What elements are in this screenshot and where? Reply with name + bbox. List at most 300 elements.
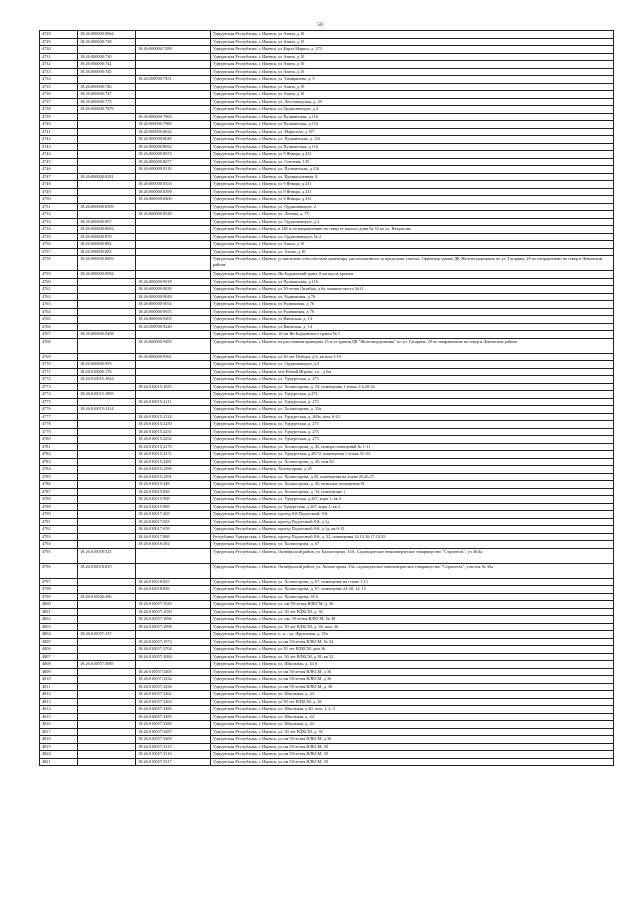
address-cell: Удмуртская Республика, г. Ижевск, ул Пушкинская, д 116 [211,143,614,151]
land-cadastral-number-cell [78,466,136,474]
row-number-cell: 4741 [40,128,78,136]
row-number-cell: 4799 [40,593,78,601]
table-row [40,113,614,121]
table-row [40,638,614,646]
address-cell: Удмуртская Республика, г. Ижевск, ул. Пушкинская, д 116 [211,166,614,174]
row-number-cell: 4800 [40,601,78,609]
building-cadastral-number-cell [136,38,211,46]
building-cadastral-number-cell: 18:26:000000:7963 [136,113,211,121]
row-number-cell: 4778 [40,421,78,429]
row-number-cell: 4736 [40,91,78,99]
address-cell: Удмуртская Республика, г. Ижевск, ул им 50-летия ВЛКСМ, д. 36 [211,683,614,691]
land-cadastral-number-cell [78,443,136,451]
land-cadastral-number-cell [78,511,136,519]
address-cell: Удмуртская Республика, г. Ижевск, ул. Школьная, д. 44 [211,713,614,721]
building-cadastral-number-cell: 18:26:000000:7288 [136,46,211,54]
land-cadastral-number-cell [78,338,136,353]
table-row [40,353,614,361]
table-row [40,481,614,489]
table-row [40,713,614,721]
row-number-cell: 4803 [40,623,78,631]
table-row [40,338,614,353]
land-cadastral-number-cell [78,728,136,736]
table-row [40,623,614,631]
address-cell: Удмуртская Республика, г. Ижевск, ул Ижевская, д. 14 [211,316,614,324]
land-cadastral-number-cell: 18:26:000000:9964 [78,31,136,39]
address-cell: Удмуртская Республика, г. Ижевск, Октябрьский район, ул. Холмогорова, 33а, садоводческое некоммерческое товарищество "Строитель", участок № 36а [211,563,614,578]
row-number-cell: 4773 [40,383,78,391]
address-cell: Удмуртская Республика, г. Ижевск, ул. Марксина, д 197 [211,128,614,136]
address-cell: Удмуртская Республика, г. Ижевск, ул. Удмуртская, д. 273 [211,421,614,429]
land-cadastral-number-cell [78,413,136,421]
land-cadastral-number-cell: 18:26:000000:728 [78,38,136,46]
land-cadastral-number-cell [78,76,136,84]
address-cell: Удмуртская Республика, г. Ижевск, ул Орджоникидзе, д 2 [211,106,614,114]
land-cadastral-number-cell: 18:26:000000:867 [78,218,136,226]
building-cadastral-number-cell: 18:26:000000:8399 [136,188,211,196]
table-row [40,526,614,534]
row-number-cell: 4737 [40,98,78,106]
building-cadastral-number-cell [136,233,211,241]
land-cadastral-number-cell [78,751,136,759]
table-row [40,406,614,414]
land-cadastral-number-cell: 18:26:000000:8893 [78,256,136,271]
address-cell: Удмуртская Республика, г. Ижевск, ул. Холмогорова, д 45, помещения на этаже 25,26,27 [211,473,614,481]
row-number-cell: 4774 [40,391,78,399]
address-cell: Удмуртская Республика, г. Ижевск, ул. Холмогорова, 65 б [211,593,614,601]
row-number-cell: 4744 [40,151,78,159]
row-number-cell: 4777 [40,413,78,421]
address-cell: Удмуртская Республика, г. Ижевск, ул 50 лет ВЛКСМ, дом 36 [211,646,614,654]
building-cadastral-number-cell [136,173,211,181]
row-number-cell: 4770 [40,361,78,369]
row-number-cell: 4784 [40,466,78,474]
building-cadastral-number-cell: 18:26:010057:1098 [136,623,211,631]
table-row [40,233,614,241]
table-row [40,578,614,586]
building-cadastral-number-cell: 18:26:010057:3316 [136,751,211,759]
address-cell: Удмуртская Республика, г. Ижевск, ул. Азина, д 10 [211,248,614,256]
table-row [40,616,614,624]
building-cadastral-number-cell: 18:26:000000:8074 [136,151,211,159]
row-number-cell: 4787 [40,488,78,496]
table-row [40,473,614,481]
row-number-cell: 4785 [40,473,78,481]
row-number-cell: 4740 [40,121,78,129]
land-cadastral-number-cell [78,706,136,714]
table-row [40,173,614,181]
building-cadastral-number-cell [136,53,211,61]
building-cadastral-number-cell [136,218,211,226]
address-cell: Удмуртская Республика, г. Ижевск, ул им 50-летия ВЛКСМ, 30 [211,751,614,759]
row-number-cell: 4728 [40,31,78,39]
building-cadastral-number-cell [136,203,211,211]
row-number-cell: 4761 [40,286,78,294]
land-cadastral-number-cell [78,503,136,511]
building-cadastral-number-cell: 18:26:000000:9220 [136,323,211,331]
table-row [40,361,614,369]
table-row [40,301,614,309]
address-cell: Удмуртская Республика, г. Ижевск, ул 9 Января, д 231 [211,188,614,196]
building-cadastral-number-cell: 18:26:010057:3263 [136,698,211,706]
building-cadastral-number-cell: 18:26:010057:3262 [136,691,211,699]
table-row [40,511,614,519]
address-cell: Удмуртская Республика, г. Ижевск, Як-Бодьинский тракт, 8 км вдоль кромки [211,271,614,279]
table-row [40,593,614,601]
land-cadastral-number-cell: 18:26:010057:3085 [78,661,136,669]
land-cadastral-number-cell [78,143,136,151]
address-cell: Удмуртская Республика, г. Ижевск, ул. Холмогорова, д. 33, помещения 1 этажа 1-4,20-32 [211,383,614,391]
table-row [40,451,614,459]
building-cadastral-number-cell: 18:26:000000:9054 [136,301,211,309]
building-cadastral-number-cell: 18:26:010015:1825 [136,383,211,391]
address-cell: Удмуртская Республика, г. Ижевск, в 120 м по направлению на север от жилого дома № 33 по ул. Некрасова [211,226,614,234]
land-cadastral-number-cell: 18:26:000000:9408 [78,331,136,339]
table-row [40,38,614,46]
table-row [40,151,614,159]
land-cadastral-number-cell [78,458,136,466]
table-row [40,271,614,279]
table-row [40,121,614,129]
land-cadastral-number-cell [78,316,136,324]
address-cell: Удмуртская Республика, г. Ижевск, ул. Удмуртская, д 267/2, помещения 1 этажа 31-34 [211,451,614,459]
row-number-cell: 4791 [40,518,78,526]
table-row [40,721,614,729]
land-cadastral-number-cell [78,533,136,541]
address-cell: Удмуртская Республика, г. Ижевск, ул. Удмуртская, д 267, корп 1, кв 4 [211,496,614,504]
address-cell: Удмуртская Республика, г. Ижевск, установлено относительно ориентира, расположенного за пределами участка. Ориентир здание ДК Железнодорожник по ул. Гагарина, 29 по направлению на север в Ленинском районе [211,256,614,271]
land-cadastral-number-cell [78,758,136,766]
land-cadastral-number-cell [78,586,136,594]
table-row [40,421,614,429]
building-cadastral-number-cell: 18:26:010015:2250 [136,421,211,429]
table-row [40,518,614,526]
table-row [40,143,614,151]
land-cadastral-number-cell [78,676,136,684]
table-row [40,308,614,316]
land-cadastral-number-cell: 18:26:000000:775 [78,98,136,106]
building-cadastral-number-cell: 18:26:010015:968 [136,496,211,504]
building-cadastral-number-cell: 18:26:010057:3286 [136,721,211,729]
land-cadastral-number-cell: 18:26:000000:742 [78,61,136,69]
address-cell: Удмуртская Республика, г. Ижевск, ул. Орджоникидзе, д 2 [211,218,614,226]
land-cadastral-number-cell [78,601,136,609]
land-cadastral-number-cell [78,113,136,121]
land-cadastral-number-cell [78,308,136,316]
table-row [40,698,614,706]
table-row [40,316,614,324]
table-row [40,323,614,331]
address-cell: Удмуртская Республика, г. Ижевск, ул им 50-летия ВЛКСМ, д 36 [211,736,614,744]
building-cadastral-number-cell [136,331,211,339]
land-cadastral-number-cell: 18:26:000000:993 [78,361,136,369]
row-number-cell: 4781 [40,443,78,451]
row-number-cell: 4730 [40,46,78,54]
table-row [40,31,614,39]
address-cell: Удмуртская Республика, г. Ижевск, ул Азина, д 10 [211,241,614,249]
address-cell: Удмуртская Республика, г. Ижевск, ул. Холмогорова, д. 33а [211,406,614,414]
row-number-cell: 4802 [40,616,78,624]
land-cadastral-number-cell [78,496,136,504]
address-cell: Удмуртская Республика, г. Ижевск, ул. Тимирязева, д. 5 [211,76,614,84]
row-number-cell: 4734 [40,76,78,84]
building-cadastral-number-cell: 18:26:010015:848 [136,488,211,496]
table-row [40,691,614,699]
row-number-cell: 4790 [40,511,78,519]
table-row [40,128,614,136]
address-cell: Удмуртская Республика, г. Ижевск, ул Родниковая, д 76 [211,301,614,309]
building-cadastral-number-cell: 18:26:000000:8548 [136,211,211,219]
row-number-cell: 4801 [40,608,78,616]
building-cadastral-number-cell [136,61,211,69]
table-row [40,706,614,714]
land-cadastral-number-cell: 18:26:010018:525 [78,548,136,563]
table-row [40,376,614,384]
address-cell: Удмуртская Республика, г. Ижевск, ул. Ленина, д. 75 [211,211,614,219]
row-number-cell: 4779 [40,428,78,436]
address-cell: Удмуртская Республика, г. Ижевск, проезд Подлесный 8-й, д 1д, кв 6-13 [211,526,614,534]
table-row [40,188,614,196]
table-row [40,586,614,594]
land-cadastral-number-cell: 18:26:000000:883 [78,248,136,256]
row-number-cell: 4757 [40,248,78,256]
address-cell: Удмуртская Республика, г. Ижевск, ул. им 50-летия ВЛКСМ, д. 36 [211,601,614,609]
address-cell: Удмуртская Республика, г. Ижевск, Холмогорова, д 45 [211,466,614,474]
row-number-cell: 4775 [40,398,78,406]
land-cadastral-number-cell [78,488,136,496]
address-cell: Удмуртская Республика, г. Ижевск, ул Пушкинская, д 116 [211,121,614,129]
land-cadastral-number-cell: 18:26:000000:870 [78,233,136,241]
table-row [40,668,614,676]
row-number-cell: 4749 [40,188,78,196]
land-cadastral-number-cell [78,181,136,189]
land-cadastral-number-cell [78,541,136,549]
table-row [40,248,614,256]
row-number-cell: 4743 [40,143,78,151]
building-cadastral-number-cell: 18:26:010015:2124 [136,413,211,421]
table-row [40,383,614,391]
address-cell: Удмуртская Республика, г. Ижевск, м-н Новый Игрыш, ул, , д 6м [211,368,614,376]
row-number-cell: 4782 [40,451,78,459]
table-row [40,226,614,234]
table-row [40,436,614,444]
table-row [40,91,614,99]
land-cadastral-number-cell [78,188,136,196]
address-cell: Удмуртская Республика, г. Ижевск, ул Пушкинская, д 116 [211,278,614,286]
land-cadastral-number-cell [78,301,136,309]
address-cell: Удмуртская Республика, г. Ижевск, ул 9 Января, д 231 [211,196,614,204]
address-cell: Удмуртская Республика, г. Ижевск, проезд 8-й Подлесный, 9-й [211,511,614,519]
row-number-cell: 4793 [40,533,78,541]
address-cell: Удмуртская Республика, г. Ижевск, ул. Холмогорова, д. 45, пом 82 [211,458,614,466]
building-cadastral-number-cell: 18:26:010015:2270 [136,443,211,451]
table-row [40,98,614,106]
row-number-cell: 4748 [40,181,78,189]
row-number-cell: 4814 [40,706,78,714]
building-cadastral-number-cell: 18:26:010057:3285 [136,713,211,721]
building-cadastral-number-cell [136,376,211,384]
building-cadastral-number-cell [136,631,211,639]
land-cadastral-number-cell [78,353,136,361]
building-cadastral-number-cell [136,361,211,369]
building-cadastral-number-cell [136,548,211,563]
row-number-cell: 4789 [40,503,78,511]
row-number-cell: 4788 [40,496,78,504]
row-number-cell: 4805 [40,638,78,646]
building-cadastral-number-cell: 18:26:010057:3287 [136,728,211,736]
building-cadastral-number-cell: 18:26:010057:3284 [136,706,211,714]
table-row [40,661,614,669]
table-row [40,631,614,639]
row-number-cell: 4739 [40,113,78,121]
row-number-cell: 4733 [40,68,78,76]
row-number-cell: 4815 [40,713,78,721]
address-cell: Удмуртская Республика, г. Ижевск, ул Карла Маркса, д. 273 [211,46,614,54]
address-cell: Удмуртская Республика, г. Ижевск, ул 50-летия Октября, д 6а, машино-место №13 [211,286,614,294]
address-cell: Удмуртская Республика, г. Ижевск, ул. Орджоникидзе, д 2 [211,361,614,369]
address-cell: Удмуртская Республика, г. Ижевск, ул. Холмогорова, д. 67, помещение 24-28, 14, 15 [211,586,614,594]
row-number-cell: 4750 [40,196,78,204]
building-cadastral-number-cell: 18:26:010015:2111 [136,398,211,406]
building-cadastral-number-cell: 18:26:000000:9495 [136,338,211,353]
building-cadastral-number-cell: 18:26:010057:1973 [136,638,211,646]
address-cell: Удмуртская Республика, г. Ижевск, ул. 50 лет ВЛКСМ, д. 38, пом. 36 [211,623,614,631]
row-number-cell: 4767 [40,331,78,339]
row-number-cell: 4772 [40,376,78,384]
building-cadastral-number-cell [136,256,211,271]
table-row [40,203,614,211]
building-cadastral-number-cell: 18:26:000000:7986 [136,121,211,129]
building-cadastral-number-cell: 18:26:010057:3236 [136,683,211,691]
land-cadastral-number-cell [78,623,136,631]
table-row [40,646,614,654]
address-cell: Удмуртская Республика, г. Ижевск, ул. Удмуртская, д. 273 [211,428,614,436]
land-cadastral-number-cell [78,196,136,204]
address-cell: Удмуртская Республика, г. Ижевск, ул. 50 лет ВЛКСМ, д. 36 [211,608,614,616]
row-number-cell: 4735 [40,83,78,91]
building-cadastral-number-cell: 18:26:000000:8077 [136,158,211,166]
building-cadastral-number-cell: 18:26:010018:835 [136,578,211,586]
land-cadastral-number-cell [78,616,136,624]
address-cell: Удмуртская Республика, г. Ижевск, на расстоянии примерно 15 м от здания ДК "Железнодорожник" по ул. Гагарина, 29 по направлению на север в Ленинском районе [211,338,614,353]
land-cadastral-number-cell: 18:26:000000:730 [78,53,136,61]
building-cadastral-number-cell: 18:26:000000:8052 [136,143,211,151]
address-cell: Удмуртская Республика, г. Ижевск, ул. Пушкинская, д. 116 [211,136,614,144]
building-cadastral-number-cell: 18:26:000000:9039 [136,286,211,294]
address-cell: Удмуртская Республика, г. Ижевск, ул Азина, д 10 [211,53,614,61]
table-row [40,683,614,691]
land-cadastral-number-cell [78,608,136,616]
land-cadastral-number-cell: 18:26:010006:176 [78,368,136,376]
land-cadastral-number-cell: 18:26:000000:8994 [78,271,136,279]
land-cadastral-number-cell [78,653,136,661]
row-number-cell: 4811 [40,683,78,691]
land-cadastral-number-cell [78,526,136,534]
address-cell: Удмуртская Республика, г. Ижевск, ул. Удмуртская, д. 273 [211,436,614,444]
table-row [40,331,614,339]
address-cell: Удмуртская Республика, г. Ижевск, ул. им. 50-летия ВЛКСМ, № 38 [211,616,614,624]
land-cadastral-number-cell [78,211,136,219]
row-number-cell: 4751 [40,203,78,211]
land-cadastral-number-cell [78,578,136,586]
table-row [40,241,614,249]
table-row [40,743,614,751]
land-cadastral-number-cell [78,151,136,159]
land-cadastral-number-cell [78,683,136,691]
building-cadastral-number-cell [136,248,211,256]
building-cadastral-number-cell [136,271,211,279]
land-cadastral-number-cell [78,646,136,654]
building-cadastral-number-cell: 18:26:010015:969 [136,503,211,511]
table-row [40,293,614,301]
address-cell: Удмуртская Республика, г. Ижевск, ул. Холмогорова, д. 33, помещение 1 [211,488,614,496]
table-row [40,181,614,189]
row-number-cell: 4754 [40,226,78,234]
address-cell: Республика Удмуртская, г. Ижевск, проезд Подлесный 8-й, д. 32, помещения 14,15,16,17,18,25 [211,533,614,541]
land-cadastral-number-cell [78,293,136,301]
table-row [40,736,614,744]
building-cadastral-number-cell: 18:26:010057:1030 [136,608,211,616]
land-cadastral-number-cell [78,736,136,744]
table-row [40,391,614,399]
row-number-cell: 4745 [40,158,78,166]
address-cell: Удмуртская Республика, г. Ижевск, ул. Орджоникидзе, 2 [211,203,614,211]
row-number-cell: 4747 [40,173,78,181]
row-number-cell: 4819 [40,743,78,751]
table-row [40,541,614,549]
building-cadastral-number-cell: 18:26:010017:265 [136,511,211,519]
table-row [40,278,614,286]
row-number-cell: 4760 [40,278,78,286]
address-cell: Удмуртская Республика, г. Ижевск, ул им 50-летия ВЛКСМ, № 34 [211,638,614,646]
table-row [40,211,614,219]
row-number-cell: 4797 [40,578,78,586]
land-cadastral-number-cell: 18:26:010015:1824 [78,376,136,384]
building-cadastral-number-cell: 18:26:010017:658 [136,526,211,534]
table-row [40,368,614,376]
building-cadastral-number-cell: 18:26:000000:7451 [136,76,211,84]
row-number-cell: 4796 [40,563,78,578]
land-cadastral-number-cell [78,638,136,646]
address-cell: Удмуртская Республика, г. Ижевск, Октябрьский район, ул Холмогорова, 33А, Садоводческое некоммерческое товарищество "Строитель", уч 36/4а [211,548,614,563]
address-cell: Удмуртская Республика, г. Ижевск, ул. 50 лет ВЛКСМ, д. 38 [211,728,614,736]
land-cadastral-number-cell [78,428,136,436]
land-cadastral-number-cell [78,158,136,166]
land-cadastral-number-cell: 18:26:010018:819 [78,563,136,578]
row-number-cell: 4794 [40,541,78,549]
address-cell: Удмуртская Республика, г. Ижевск, 16 км Як-Бодьинского тракта № 1 [211,331,614,339]
row-number-cell: 4762 [40,293,78,301]
building-cadastral-number-cell: 18:26:010015:448 [136,481,211,489]
table-row [40,466,614,474]
building-cadastral-number-cell: 18:26:010057:3315 [136,743,211,751]
row-number-cell: 4804 [40,631,78,639]
table-row [40,53,614,61]
building-cadastral-number-cell [136,661,211,669]
address-cell: Удмуртская Республика, г. Ижевск, ул. Лесозаводская, д. 29 [211,98,614,106]
building-cadastral-number-cell: 18:26:010057:1029 [136,601,211,609]
table-row [40,676,614,684]
land-cadastral-number-cell: 18:26:000000:745 [78,68,136,76]
building-cadastral-number-cell: 18:26:010057:2704 [136,646,211,654]
row-number-cell: 4729 [40,38,78,46]
land-cadastral-number-cell [78,518,136,526]
row-number-cell: 4731 [40,53,78,61]
address-cell: Удмуртская Республика, г. Ижевск, ул Азина, д 10 [211,83,614,91]
row-number-cell: 4821 [40,758,78,766]
address-cell: Удмуртская Республика, г. Ижевск, ул. Школьная, д. 44 [211,691,614,699]
land-cadastral-number-cell [78,698,136,706]
